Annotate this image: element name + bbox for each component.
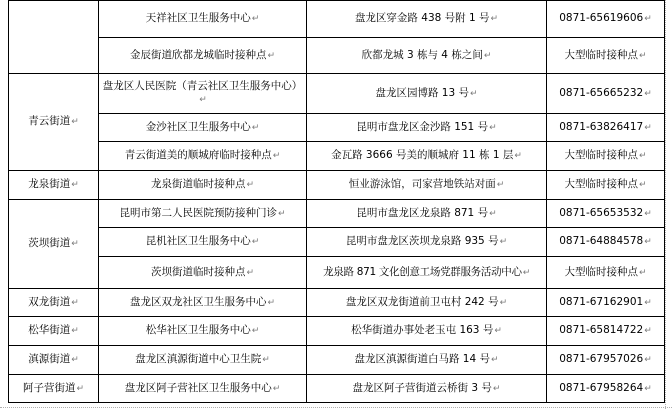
site-name-cell (99, 142, 307, 171)
paragraph-mark: ↵ (470, 88, 478, 99)
site-name: 天祥社区卫生服务中心 (145, 12, 251, 24)
paragraph-mark: ↵ (246, 180, 255, 190)
district-name: 双龙街道 (28, 295, 71, 308)
site-address: 龙泉路 871 文化创意工场党群服务活动中心 (323, 265, 522, 278)
district-cell (9, 289, 99, 317)
address-cell (307, 114, 547, 142)
paragraph-mark: ↵ (491, 355, 499, 365)
site-phone: 0871-63826417 (559, 120, 644, 133)
site-name: 昆机社区卫生服务中心 (145, 235, 251, 247)
site-address: 盘龙区园博路 13 号 (375, 86, 469, 99)
paragraph-mark: ↵ (644, 326, 652, 336)
address-cell (307, 200, 547, 228)
site-name-cell (99, 114, 307, 142)
address-cell (307, 142, 547, 171)
paragraph-mark: ↵ (499, 297, 508, 308)
paragraph-mark: ↵ (644, 14, 652, 24)
table-row (9, 346, 665, 375)
paragraph-mark: ↵ (638, 151, 647, 161)
site-phone: 0871-67958264 (559, 381, 644, 394)
table-row (9, 38, 665, 74)
paragraph-mark: ↵ (251, 237, 260, 247)
site-name-cell (99, 346, 307, 375)
phone-cell (547, 1, 665, 38)
site-name: 松华社区卫生服务中心 (145, 324, 251, 336)
address-cell (307, 74, 547, 114)
site-address: 盘龙区阿子营街道云桥街 3 号 (352, 381, 492, 394)
paragraph-mark: ↵ (71, 326, 79, 336)
paragraph-mark: ↵ (638, 180, 647, 190)
phone-cell (547, 74, 665, 114)
site-name: 盘龙区双龙社区卫生服务中心 (129, 295, 267, 308)
phone-cell (547, 171, 665, 200)
district-cell-empty (9, 1, 99, 74)
site-address: 盘龙区滇源街道白马路 14 号 (354, 353, 490, 365)
paragraph-mark: ↵ (492, 383, 501, 394)
site-name: 龙泉街道临时接种点 (150, 178, 246, 190)
site-address: 松华街道办事处老玉屯 163 号 (351, 324, 494, 336)
paragraph-mark: ↵ (272, 151, 281, 161)
site-phone: 大型临时接种点 (564, 178, 638, 190)
paragraph-mark: ↵ (496, 180, 505, 190)
paragraph-mark: ↵ (71, 355, 79, 365)
paragraph-mark: ↵ (644, 208, 652, 219)
site-address: 昆明市盘龙区茨坝龙泉路 935 号 (345, 235, 499, 247)
site-phone: 大型临时接种点 (564, 265, 638, 278)
table-row (9, 171, 665, 200)
paragraph-mark: ↵ (71, 117, 79, 127)
table-row (9, 317, 665, 346)
table-row (9, 375, 665, 403)
site-name: 金辰街道欣都龙城临时接种点 (129, 48, 267, 61)
district-name: 松华街道 (28, 324, 71, 336)
site-name: 青云街道美的顺城府临时接种点 (124, 149, 272, 161)
paragraph-mark: ↵ (267, 297, 276, 308)
address-cell (307, 228, 547, 257)
paragraph-mark: ↵ (277, 208, 286, 219)
paragraph-mark: ↵ (199, 95, 207, 105)
paragraph-mark: ↵ (499, 237, 508, 247)
paragraph-mark: ↵ (246, 267, 255, 278)
paragraph-mark: ↵ (262, 355, 270, 365)
table-row (9, 228, 665, 257)
site-name: 盘龙区阿子营社区卫生服务中心 (124, 381, 272, 394)
table-row (9, 142, 665, 171)
phone-cell (547, 200, 665, 228)
phone-cell (547, 38, 665, 74)
paragraph-mark: ↵ (251, 122, 260, 133)
site-name-cell (99, 317, 307, 346)
paragraph-mark: ↵ (272, 383, 281, 394)
table-row (9, 289, 665, 317)
district-cell (9, 375, 99, 403)
vaccination-sites-table (8, 0, 665, 403)
paragraph-mark: ↵ (644, 355, 652, 365)
district-name: 滇源街道 (28, 353, 71, 365)
district-cell (9, 200, 99, 289)
site-phone: 0871-67957026 (559, 353, 644, 365)
phone-cell (547, 346, 665, 375)
paragraph-mark: ↵ (522, 267, 530, 278)
paragraph-mark: ↵ (483, 50, 492, 61)
district-name: 青云街道 (28, 115, 71, 127)
site-name: 盘龙区人民医院（青云社区卫生服务中心） (102, 80, 303, 92)
paragraph-mark: ↵ (494, 326, 502, 336)
district-name: 阿子营街道 (22, 381, 76, 394)
site-phone: 0871-64884578 (559, 235, 644, 247)
paragraph-mark: ↵ (638, 50, 647, 61)
paragraph-mark: ↵ (514, 151, 522, 161)
paragraph-mark: ↵ (489, 208, 497, 219)
paragraph-mark: ↵ (489, 122, 497, 133)
site-name-cell (99, 38, 307, 74)
site-address: 昆明市盘龙区金沙路 151 号 (356, 120, 489, 133)
site-name: 昆明市第二人民医院预防接种门诊 (119, 206, 277, 219)
table-row (9, 74, 665, 114)
address-cell (307, 171, 547, 200)
site-name-cell (99, 200, 307, 228)
site-name: 茨坝街道临时接种点 (150, 265, 246, 278)
site-address: 盘龙区双龙街道前卫屯村 242 号 (345, 295, 499, 308)
table-row (9, 257, 665, 289)
address-cell (307, 38, 547, 74)
site-address: 盘龙区穿金路 438 号附 1 号 (354, 12, 490, 24)
page-margin-guide (665, 0, 672, 409)
paragraph-mark: ↵ (251, 326, 260, 336)
district-name: 茨坝街道 (28, 237, 71, 249)
phone-cell (547, 257, 665, 289)
paragraph-mark: ↵ (71, 239, 79, 249)
address-cell (307, 1, 547, 38)
site-address: 昆明市盘龙区龙泉路 871 号 (356, 206, 489, 219)
paragraph-mark: ↵ (76, 383, 85, 394)
paragraph-mark: ↵ (644, 122, 652, 133)
phone-cell (547, 289, 665, 317)
address-cell (307, 346, 547, 375)
district-cell (9, 346, 99, 375)
phone-cell (547, 375, 665, 403)
site-name-cell (99, 257, 307, 289)
table-row (9, 1, 665, 38)
paragraph-mark: ↵ (267, 50, 276, 61)
district-cell (9, 171, 99, 200)
site-phone: 0871-65653532 (559, 206, 644, 219)
phone-cell (547, 114, 665, 142)
site-address: 恒业游泳馆，司家营地铁站对面 (348, 178, 496, 190)
site-address: 金瓦路 3666 号美的顺城府 11 栋 1 层 (331, 149, 514, 161)
phone-cell (547, 142, 665, 171)
paragraph-mark: ↵ (638, 267, 647, 278)
address-cell (307, 289, 547, 317)
paragraph-mark: ↵ (644, 297, 652, 308)
site-name-cell (99, 171, 307, 200)
site-phone: 大型临时接种点 (564, 48, 638, 61)
paragraph-mark: ↵ (644, 383, 652, 394)
district-cell (9, 74, 99, 171)
address-cell (307, 257, 547, 289)
site-phone: 0871-65619606 (559, 12, 644, 24)
site-name: 金沙社区卫生服务中心 (145, 120, 251, 133)
site-name-cell (99, 375, 307, 403)
phone-cell (547, 228, 665, 257)
paragraph-mark: ↵ (71, 180, 79, 190)
district-cell (9, 317, 99, 346)
address-cell (307, 375, 547, 403)
district-name: 龙泉街道 (28, 178, 71, 190)
site-name-cell (99, 1, 307, 38)
paragraph-mark: ↵ (251, 14, 260, 24)
site-address: 欣都龙城 3 栋与 4 栋之间 (361, 48, 483, 61)
paragraph-mark: ↵ (644, 237, 652, 247)
paragraph-mark: ↵ (71, 297, 79, 308)
table-row (9, 114, 665, 142)
site-phone: 0871-65665232 (559, 86, 644, 99)
site-phone: 大型临时接种点 (564, 149, 638, 161)
address-cell (307, 317, 547, 346)
site-phone: 0871-65814722 (559, 324, 644, 336)
phone-cell (547, 317, 665, 346)
site-name-cell (99, 228, 307, 257)
table-row (9, 200, 665, 228)
paragraph-mark: ↵ (644, 88, 652, 99)
site-phone: 0871-67162901 (559, 295, 644, 308)
site-name-cell (99, 74, 307, 114)
paragraph-mark: ↵ (490, 14, 499, 24)
site-name: 盘龙区滇源街道中心卫生院 (135, 353, 262, 365)
site-name-cell (99, 289, 307, 317)
